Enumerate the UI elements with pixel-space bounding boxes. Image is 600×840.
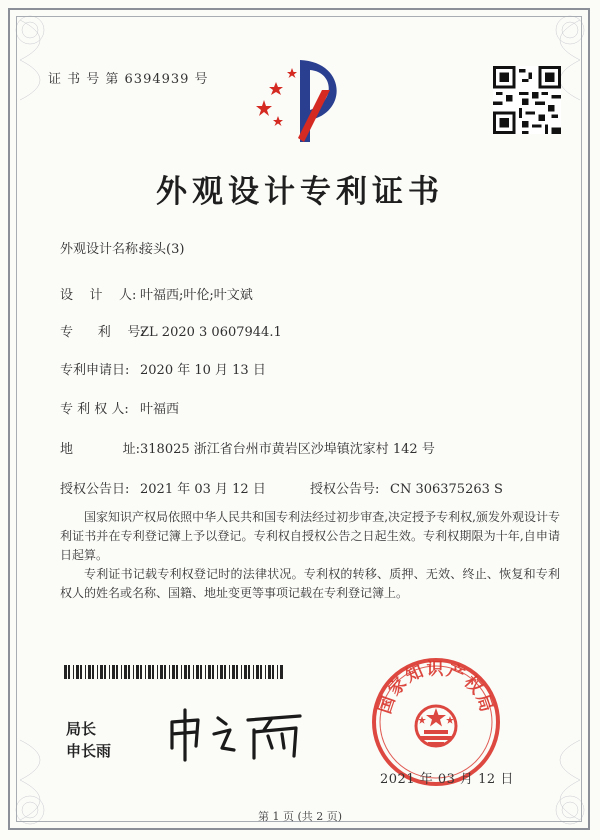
paragraph-legal-status: 专利证书记载专利权登记时的法律状况。专利权的转移、质押、无效、终止、恢复和专利权人的姓名或名称、国籍、地址变更等事项记载在专利登记簿上。 bbox=[60, 567, 560, 600]
certificate-title: 外观设计专利证书 bbox=[156, 174, 444, 210]
field-value: CN 306375263 S bbox=[390, 482, 503, 497]
qr-code-icon bbox=[493, 66, 561, 134]
seal-text: 国家知识产权局 bbox=[375, 659, 497, 717]
certificate-number: 证 书 号 第 6394939 号 bbox=[48, 72, 209, 87]
field-grant-date bbox=[60, 478, 266, 497]
field-address bbox=[60, 438, 435, 457]
field-patent-number bbox=[60, 321, 282, 340]
field-design-name bbox=[60, 238, 184, 257]
field-grant-number bbox=[310, 478, 503, 497]
svg-text:国家知识产权局 bbox=[375, 660, 497, 717]
field-label: 授权公告日: bbox=[60, 482, 130, 497]
field-value: 2020 年 10 月 13 日 bbox=[140, 363, 266, 378]
field-value: ZL 2020 3 0607944.1 bbox=[140, 325, 282, 340]
field-label: 专 利 权 人: bbox=[60, 402, 129, 417]
field-patentee bbox=[60, 398, 179, 417]
seal-date: 2021 年 03 月 12 日 bbox=[380, 772, 514, 787]
field-value: 叶福西 bbox=[140, 402, 180, 417]
field-designer bbox=[60, 284, 253, 303]
field-label: 设 计 人: bbox=[60, 288, 137, 303]
page-number: 第 1 页 (共 2 页) bbox=[257, 810, 343, 823]
field-value: 接头(3) bbox=[140, 242, 185, 257]
handwritten-signature-icon bbox=[160, 704, 310, 764]
field-label: 外观设计名称: bbox=[60, 242, 143, 257]
field-label: 专利申请日: bbox=[60, 363, 130, 378]
cnipa-logo-icon bbox=[252, 50, 352, 150]
chief-label: 局长 bbox=[66, 720, 97, 738]
field-label: 专 利 号: bbox=[60, 325, 145, 340]
paragraph-grant-decision: 国家知识产权局依照中华人民共和国专利法经过初步审查,决定授予专利权,颁发外观设计专利证书并在专利登记簿上予以登记。专利权自授权公告之日起生效。专利权期限为十年,自申请日起算。 bbox=[60, 510, 560, 562]
field-value: 叶福西;叶伦;叶文斌 bbox=[140, 288, 253, 303]
field-value: 2021 年 03 月 12 日 bbox=[140, 482, 266, 497]
chief-name: 申长雨 bbox=[66, 742, 112, 760]
field-label: 授权公告号: bbox=[310, 482, 380, 497]
field-value: 318025 浙江省台州市黄岩区沙埠镇沈家村 142 号 bbox=[140, 442, 435, 457]
barcode-icon bbox=[64, 665, 284, 679]
field-filing-date bbox=[60, 359, 266, 378]
field-label: 地 址: bbox=[60, 442, 140, 457]
